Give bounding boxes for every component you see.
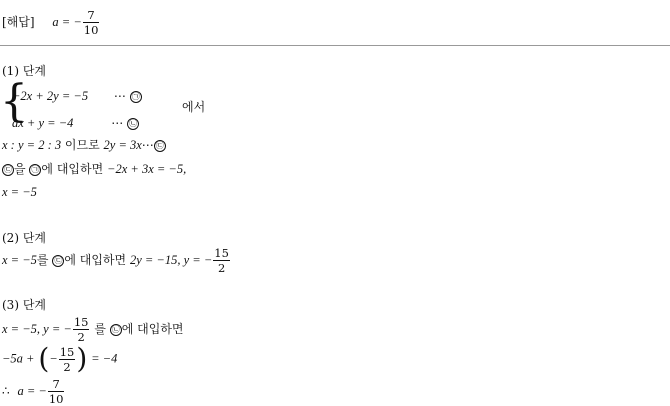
step1-eq2 (12, 116, 139, 130)
step2-denominator: 2 (217, 261, 226, 275)
ratio-dots: ⋯ (141, 138, 154, 152)
step3-eq (2, 342, 118, 375)
step2-pre: x = −5 (2, 253, 37, 267)
step2-circle-marker: ㉢ (54, 255, 63, 265)
subst-text-b: 에 대입하면 (41, 162, 104, 176)
step1-ratio (2, 138, 166, 152)
step3-fraction (73, 316, 90, 343)
step3-text-b: 에 대입하면 (121, 322, 184, 336)
eq1-text: −2x + 2y = −5 (12, 89, 89, 103)
eq1-circle-marker: ㉠ (131, 91, 140, 101)
final-fraction (48, 378, 65, 405)
step3-eq-fraction (59, 346, 76, 373)
step3-paren-open: ( (38, 342, 50, 375)
answer-label: [해답] (2, 15, 35, 29)
eq1-dots: ⋯ (113, 89, 126, 103)
step3-subst (2, 316, 184, 343)
step2-text-a: 를 (36, 253, 49, 267)
ratio-result: 2y = 3x (103, 138, 142, 152)
answer-lhs: a = − (52, 15, 82, 29)
final-numerator: 7 (52, 377, 60, 391)
step1-result: x = −5 (2, 185, 37, 199)
step3-numerator: 15 (73, 315, 89, 329)
step3-text-a: 를 (94, 322, 106, 336)
answer-line (2, 9, 100, 36)
answer-numerator: 7 (87, 8, 95, 22)
step1-heading: (1) 단계 (2, 64, 46, 78)
answer-fraction (83, 9, 100, 36)
eq2-text: ax + y = −4 (12, 116, 74, 130)
final-denominator: 10 (48, 392, 64, 406)
step3-eq-lhs: −5a + (2, 351, 35, 366)
step3-eq-denominator: 2 (63, 359, 71, 374)
step2-eq: 2y = −15, y = − (129, 253, 213, 267)
system-brace: { (0, 76, 28, 127)
step3-eq-numerator: 15 (59, 344, 75, 359)
eq2-dots: ⋯ (111, 116, 124, 130)
step1-eq1 (12, 89, 142, 103)
step2-fraction (213, 247, 230, 274)
eq2-circle-marker: ㉡ (129, 118, 138, 128)
step3-pre: x = −5, y = − (2, 322, 72, 336)
step3-heading: (3) 단계 (2, 298, 46, 312)
step1-suffix: 에서 (182, 100, 206, 114)
step3-eq-minus: − (49, 351, 58, 366)
step2-numerator: 15 (214, 246, 229, 260)
subst-circle-b: ㉠ (31, 164, 40, 174)
ratio-circle-marker: ㉢ (155, 140, 164, 150)
subst-text-a: 을 (14, 162, 26, 176)
step3-eq-rhs: = −4 (91, 351, 118, 366)
answer-denominator: 10 (83, 23, 99, 37)
subst-eq: −2x + 3x = −5, (107, 162, 187, 176)
ratio-eq: x : y = 2 : 3 (2, 138, 62, 152)
step2-heading: (2) 단계 (2, 231, 46, 245)
section-divider (0, 45, 670, 46)
step3-denominator: 2 (77, 330, 85, 344)
ratio-conj: 이므로 (61, 138, 104, 152)
step2-body (2, 247, 231, 274)
step3-circle-marker: ㉡ (111, 324, 120, 334)
final-lhs: a = − (17, 384, 47, 398)
step1-subst (2, 162, 186, 176)
therefore-symbol: ∴ (2, 384, 10, 398)
step3-paren-close: ) (76, 342, 88, 375)
subst-circle-a: ㉢ (4, 164, 12, 174)
step3-final (2, 378, 65, 405)
step2-text-b: 에 대입하면 (64, 253, 127, 267)
